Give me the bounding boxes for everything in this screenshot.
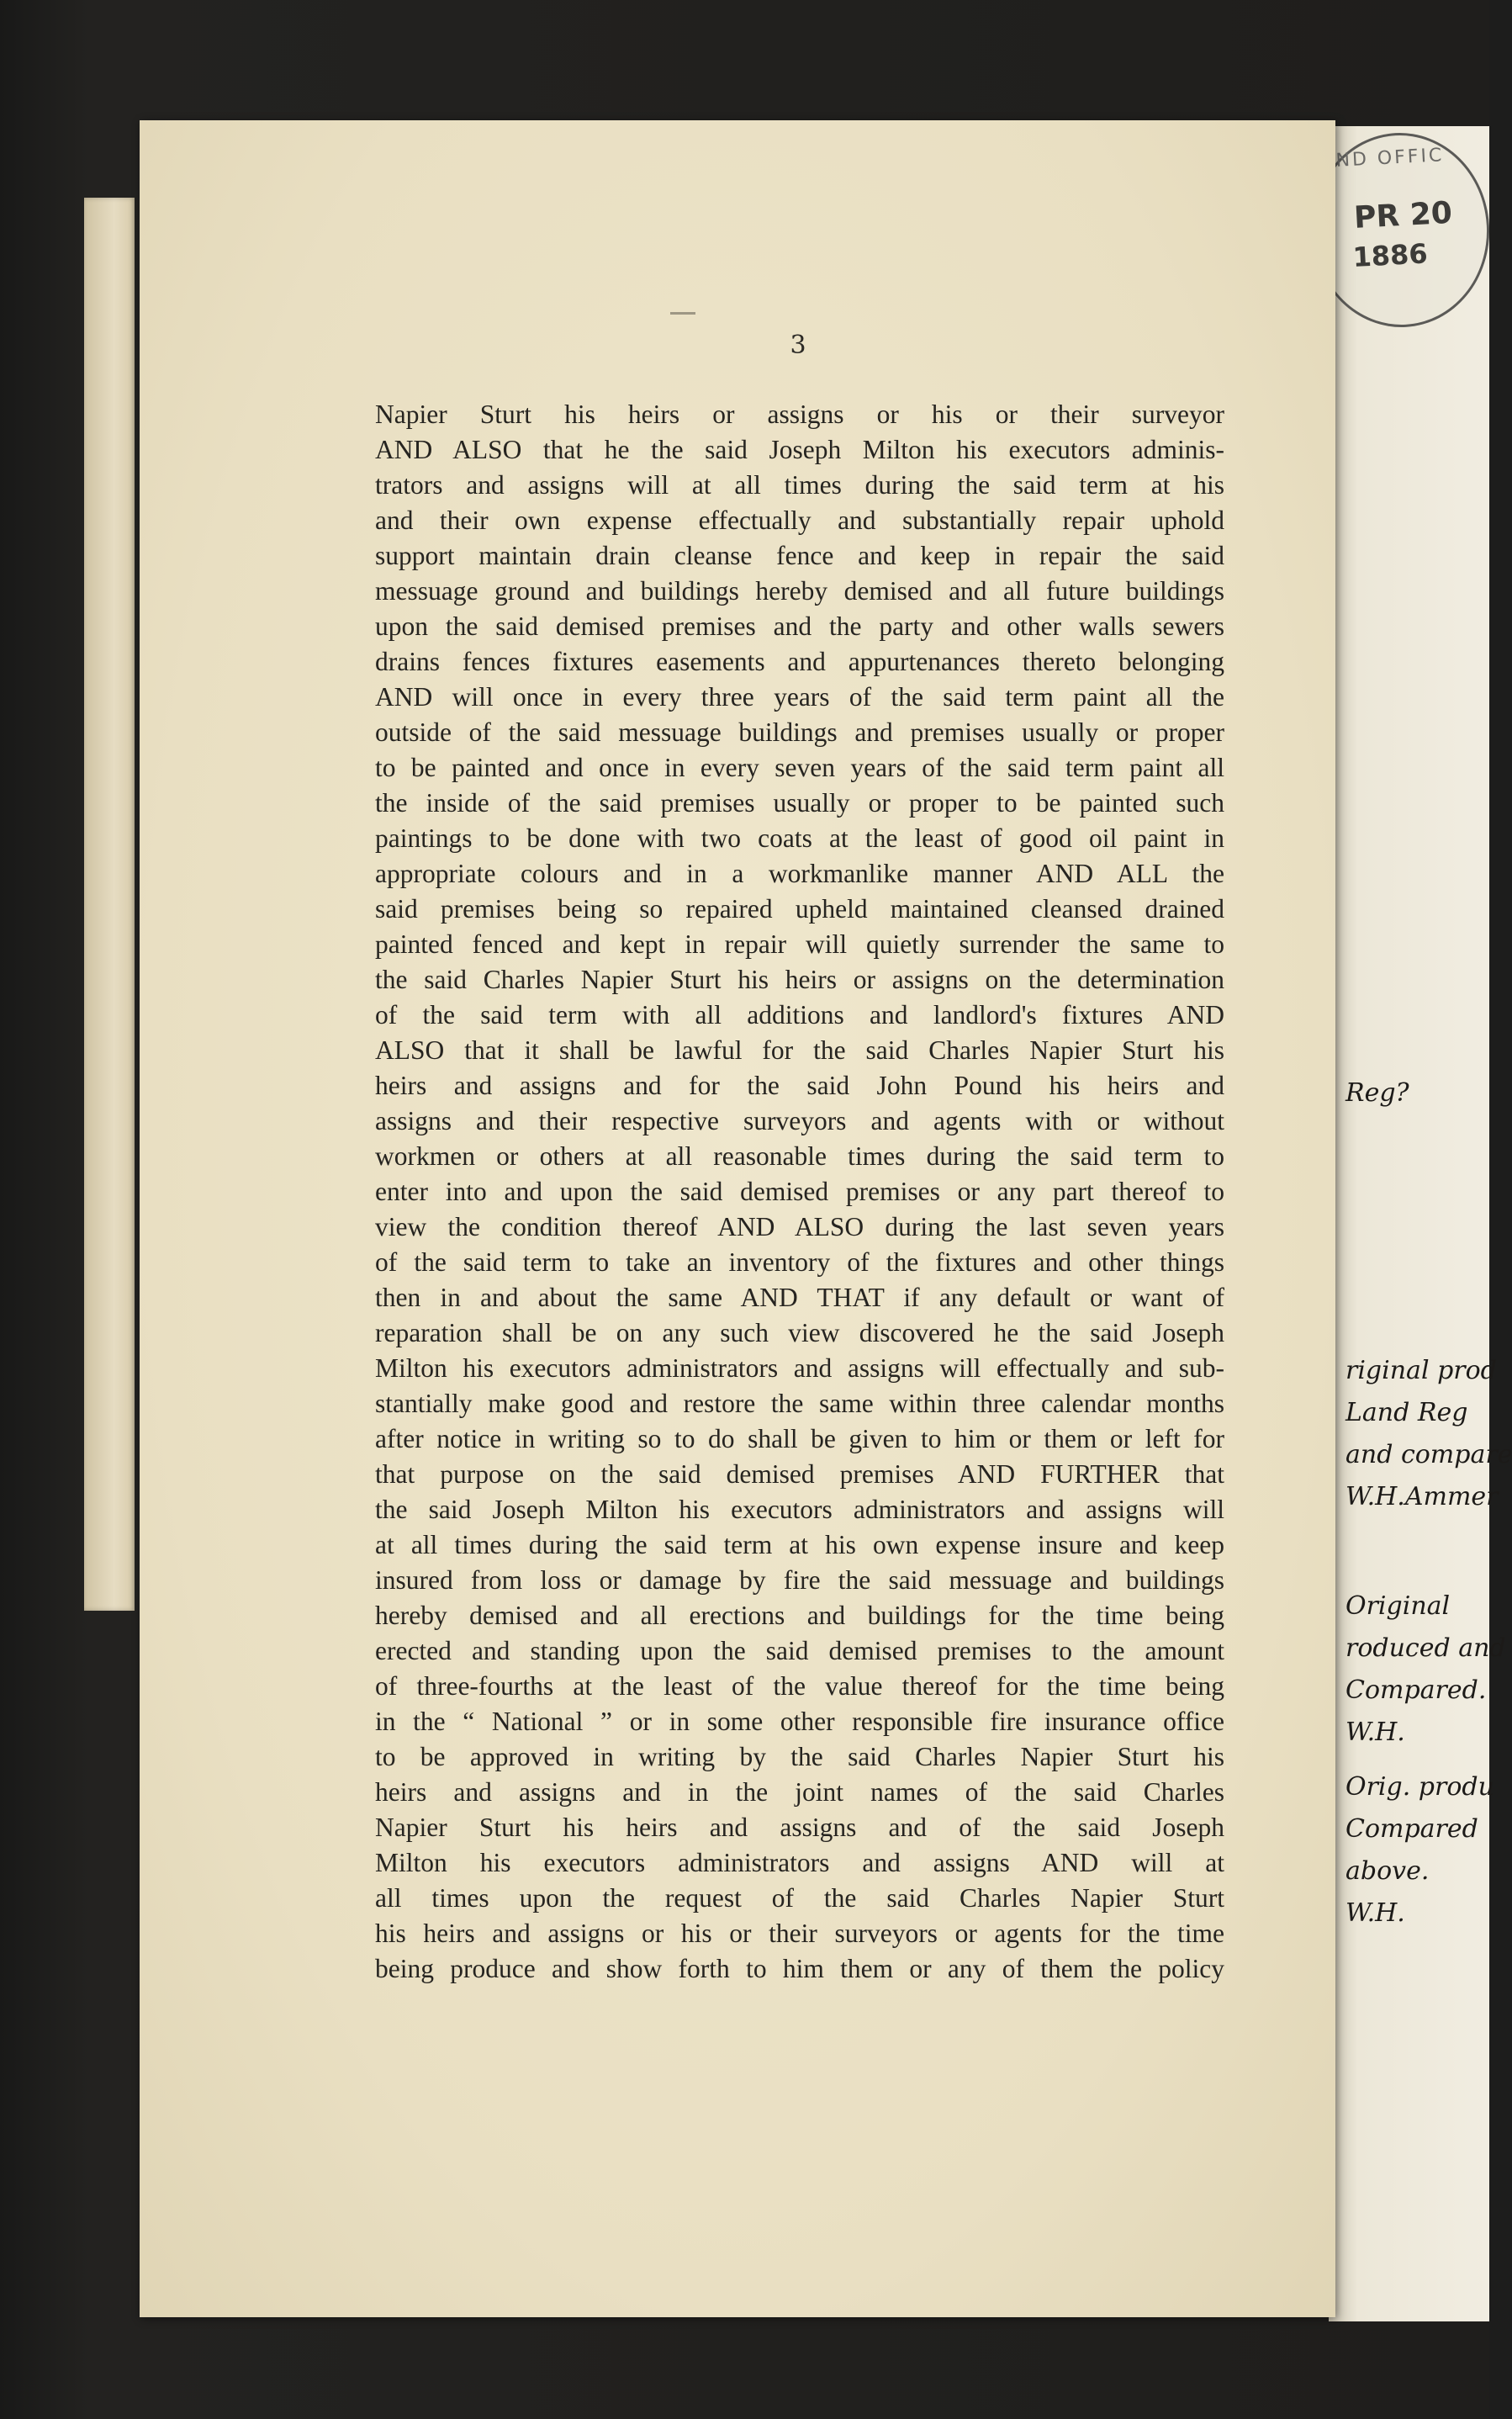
text-line: to be approved in writing by the said Charles Napier Sturt his: [375, 1742, 1224, 1771]
text-line: assigns and their respective surveyors and agents with or without: [375, 1106, 1224, 1135]
text-line: enter into and upon the said demised premises or any part thereof to: [375, 1177, 1224, 1206]
text-line: support maintain drain cleanse fence and keep in repair the said: [375, 541, 1224, 570]
text-line: then in and about the same AND THAT if any default or want of: [375, 1283, 1224, 1312]
text-line: Napier Sturt his heirs and assigns and of the said Joseph: [375, 1813, 1224, 1842]
text-line: his heirs and assigns or his or their surveyors or agents for the time: [375, 1919, 1224, 1948]
margin-note: Compared: [1345, 1814, 1478, 1844]
text-line: of three-fourths at the least of the value thereof for the time being: [375, 1671, 1224, 1701]
text-line: Milton his executors administrators and assigns will effectually and sub-: [375, 1353, 1224, 1383]
text-line: after notice in writing so to do shall be given to him or them or left for: [375, 1424, 1224, 1453]
text-line: AND ALSO that he the said Joseph Milton his executors adminis-: [375, 435, 1224, 464]
printer-mark: [670, 312, 695, 315]
text-line: hereby demised and all erections and buildings for the time being: [375, 1601, 1224, 1630]
margin-note: Original: [1345, 1591, 1451, 1621]
text-line: of the said term to take an inventory of the fixtures and other things: [375, 1247, 1224, 1277]
text-line: insured from loss or damage by fire the said messuage and buildings: [375, 1565, 1224, 1595]
margin-note: Compared.: [1345, 1675, 1487, 1705]
text-line: workmen or others at all reasonable times during the said term to: [375, 1141, 1224, 1171]
margin-note: W.H.Ammer: [1345, 1482, 1499, 1511]
text-line: all times upon the request of the said Charles Napier Sturt: [375, 1883, 1224, 1913]
text-line: reparation shall be on any such view discovered he the said Joseph: [375, 1318, 1224, 1347]
text-line: trators and assigns will at all times during the said term at his: [375, 470, 1224, 500]
text-line: of the said term with all additions and landlord's fixtures AND: [375, 1000, 1224, 1030]
text-line: appropriate colours and in a workmanlike manner AND ALL the: [375, 859, 1224, 888]
stamp-ring-text: ND OFFIC: [1335, 145, 1445, 172]
text-line: paintings to be done with two coats at the least of good oil paint in: [375, 823, 1224, 853]
text-line: view the condition thereof AND ALSO during the last seven years: [375, 1212, 1224, 1241]
margin-note: above.: [1345, 1856, 1430, 1886]
text-line: outside of the said messuage buildings and premises usually or proper: [375, 717, 1224, 747]
text-line: upon the said demised premises and the party and other walls sewers: [375, 611, 1224, 641]
text-line: Napier Sturt his heirs or assigns or his or their surveyor: [375, 400, 1224, 429]
margin-note: Land Reg: [1345, 1398, 1468, 1427]
margin-note: and compare: [1345, 1440, 1512, 1469]
underlying-page-left-edge: [84, 198, 135, 1611]
margin-note: Orig. produ: [1345, 1772, 1494, 1802]
deed-body-text: [375, 397, 1224, 1987]
text-line: the said Charles Napier Sturt his heirs or assigns on the determination: [375, 965, 1224, 994]
text-line: that purpose on the said demised premises AND FURTHER that: [375, 1459, 1224, 1489]
text-line: being produce and show forth to him them or any of them the policy: [375, 1954, 1224, 1983]
text-line: in the “ National ” or in some other responsible fire insurance office: [375, 1707, 1224, 1736]
text-line: stantially make good and restore the same within three calendar months: [375, 1389, 1224, 1418]
text-line: Milton his executors administrators and assigns AND will at: [375, 1848, 1224, 1877]
text-line: heirs and assigns and in the joint names of the said Charles: [375, 1777, 1224, 1807]
text-line: ALSO that it shall be lawful for the said Charles Napier Sturt his: [375, 1035, 1224, 1065]
text-line: and their own expense effectually and substantially repair uphold: [375, 506, 1224, 535]
margin-note: roduced and: [1345, 1633, 1506, 1663]
page-number: 3: [790, 331, 806, 360]
stamp-year: 1886: [1351, 237, 1429, 273]
text-line: erected and standing upon the said demised premises to the amount: [375, 1636, 1224, 1665]
margin-note: W.H.: [1345, 1898, 1405, 1928]
text-line: to be painted and once in every seven years of the said term paint all: [375, 753, 1224, 782]
text-line: AND will once in every three years of the said term paint all the: [375, 682, 1224, 712]
margin-note: riginal prod: [1345, 1356, 1497, 1385]
stamp-date: PR 20: [1353, 195, 1453, 236]
text-line: messuage ground and buildings hereby demised and all future buildings: [375, 576, 1224, 606]
text-line: the inside of the said premises usually or proper to be painted such: [375, 788, 1224, 818]
handwritten-margin-notes: [1345, 1051, 1512, 1977]
text-line: said premises being so repaired upheld maintained cleansed drained: [375, 894, 1224, 924]
text-line: drains fences fixtures easements and appurtenances thereto belonging: [375, 647, 1224, 676]
margin-note: Reg?: [1345, 1078, 1409, 1108]
text-line: heirs and assigns and for the said John Pound his heirs and: [375, 1071, 1224, 1100]
margin-note: W.H.: [1345, 1718, 1405, 1747]
text-line: at all times during the said term at his own expense insure and keep: [375, 1530, 1224, 1559]
text-line: painted fenced and kept in repair will quietly surrender the same to: [375, 929, 1224, 959]
text-line: the said Joseph Milton his executors administrators and assigns will: [375, 1495, 1224, 1524]
